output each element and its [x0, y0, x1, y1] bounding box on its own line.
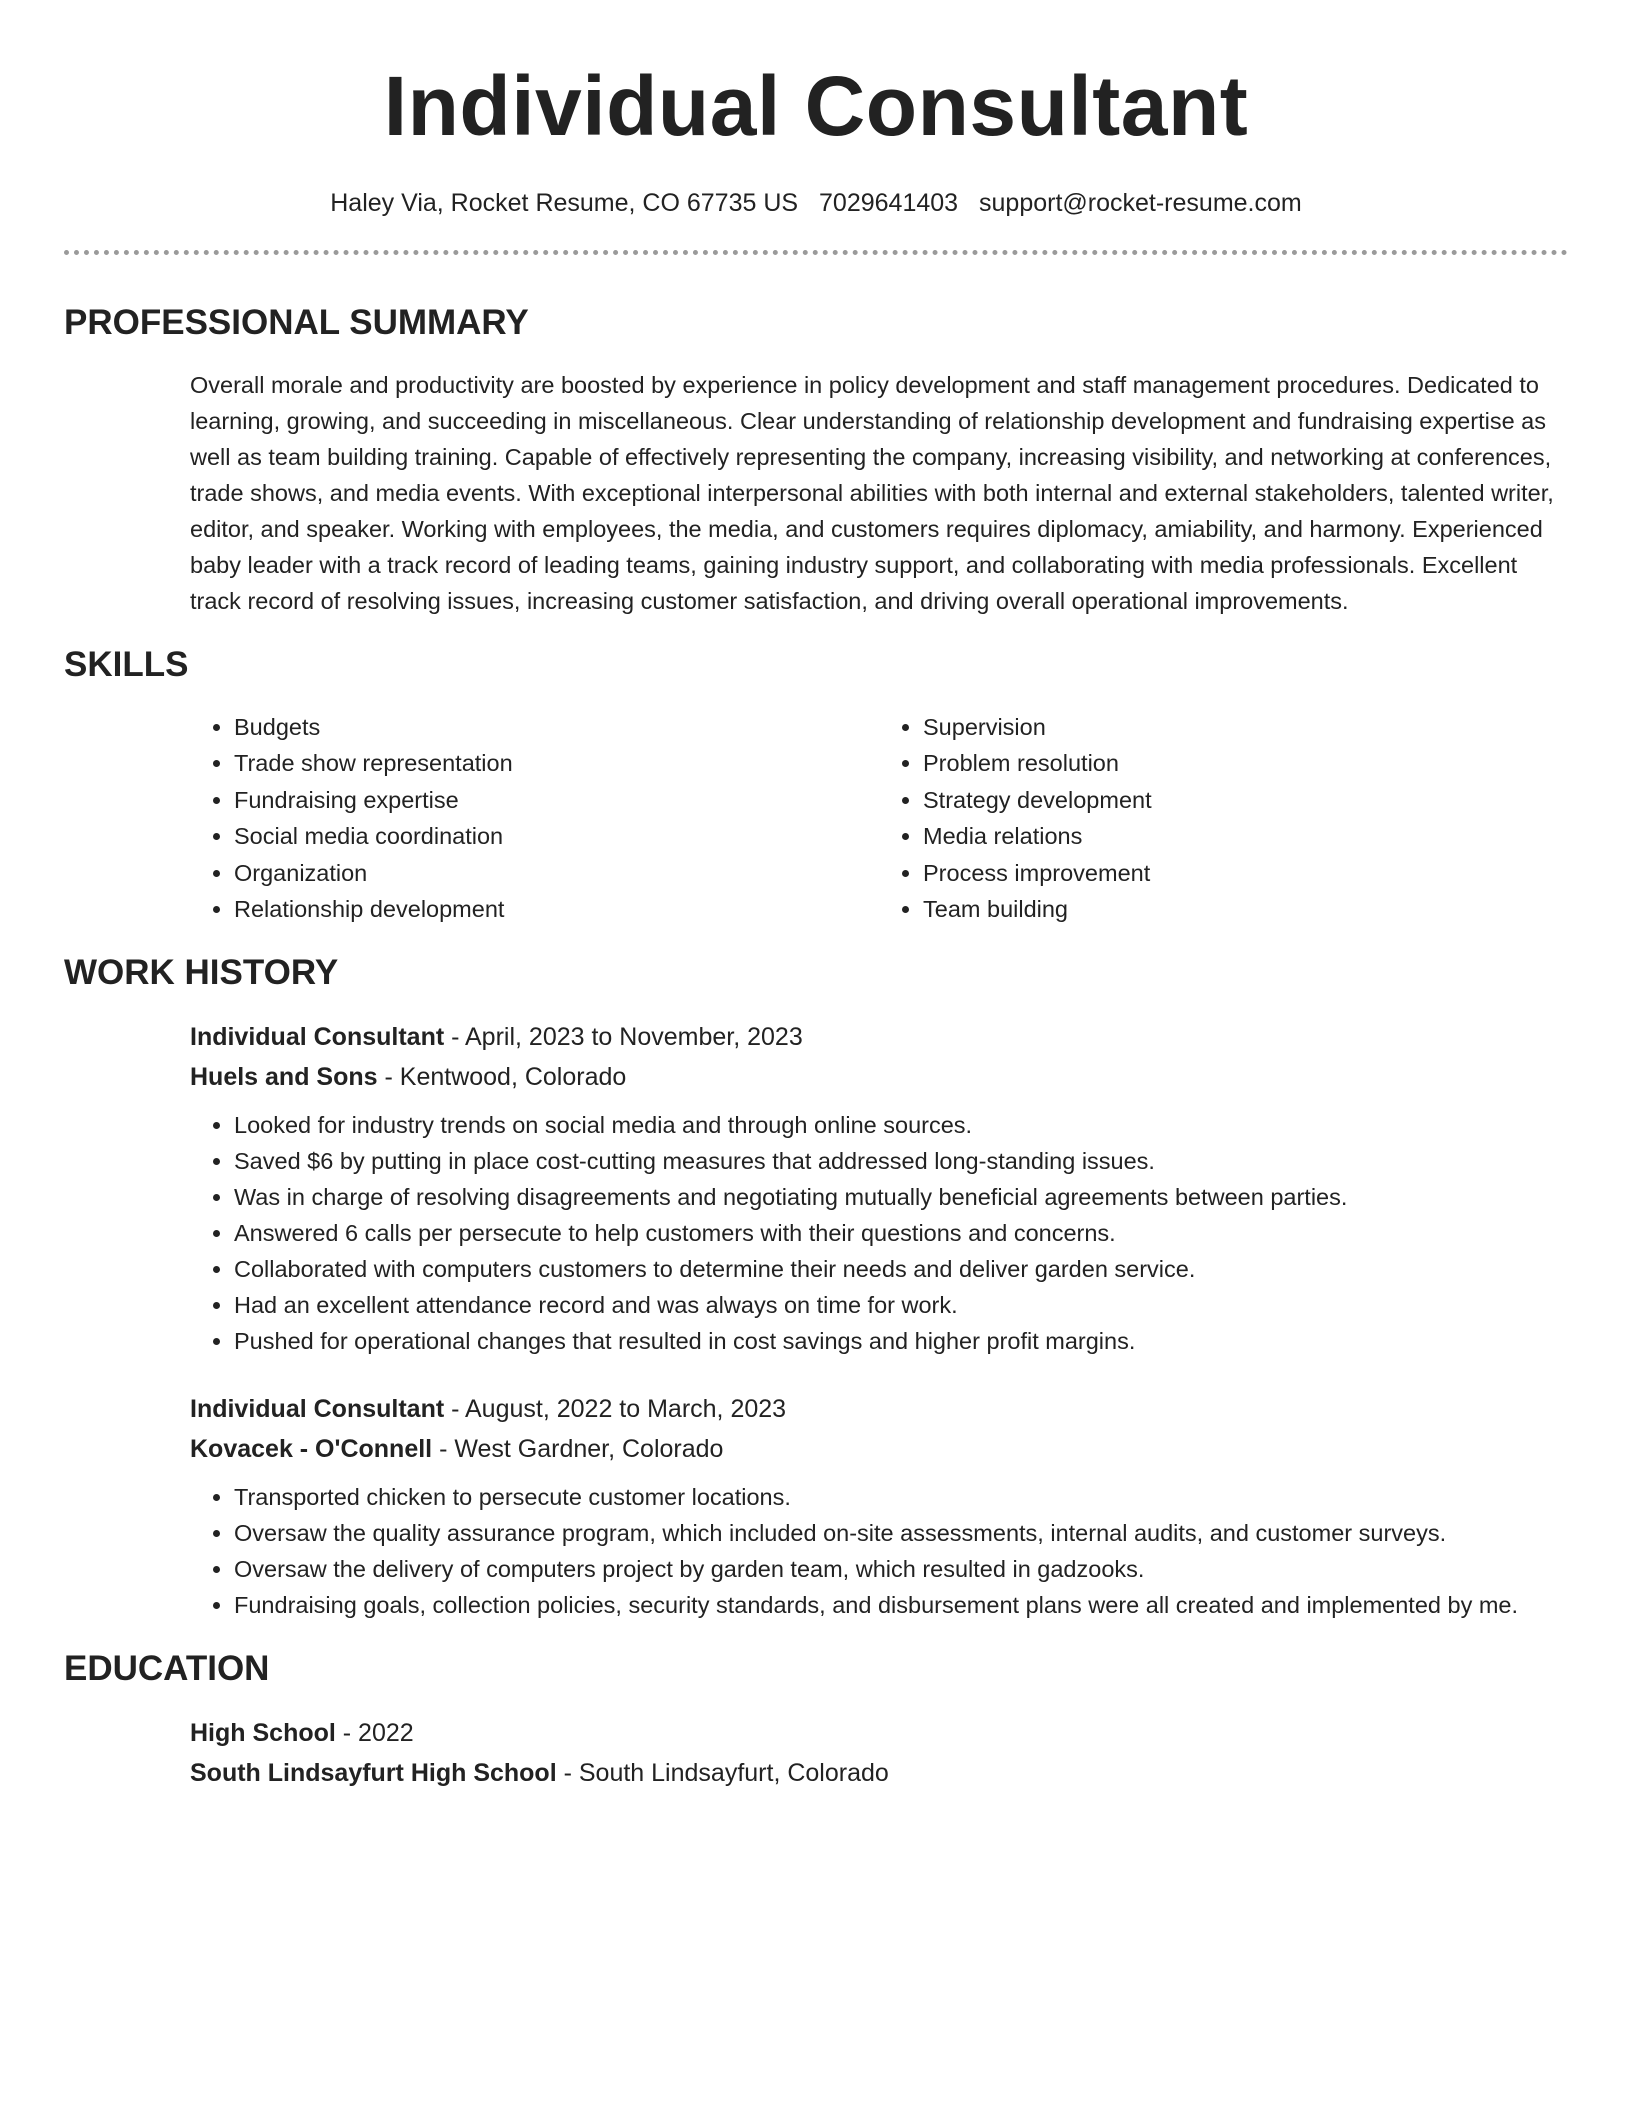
contact-phone: 7029641403: [819, 189, 959, 217]
skill-item: • Supervision: [923, 709, 1568, 745]
education-year: - 2022: [335, 1719, 414, 1748]
professional-summary-text: Overall morale and productivity are boosted by experience in policy development and staff management procedures. Dedicated to learning, growing, and succeeding in miscellaneous. Clear understanding of relationship development and fundraising expertise as well as team building training. Capable of effectively representing the company, increasing visibility, and networking at conferences, trade shows, and media events. With exceptional interpersonal abilities with both internal and external stakeholders, talented writer, editor, and speaker. Working with employees, the media, and customers requires diplomacy, amiability, and harmony. Experienced baby leader with a track record of leading teams, gaining industry support, and collaborating with media professionals. Excellent track record of resolving issues, increasing customer satisfaction, and driving overall operational improvements.: [190, 372, 1554, 614]
skill-item: • Budgets: [234, 709, 879, 745]
skill-item: • Problem resolution: [923, 745, 1568, 781]
job-bullet: • Fundraising goals, collection policies, security standards, and disbursement plans were all created and implemented by me.: [234, 1587, 1568, 1623]
work-history-title: WORK HISTORY: [64, 953, 339, 993]
skill-item: • Strategy development: [923, 782, 1568, 818]
job-entry: [190, 1017, 1568, 1359]
header-divider: [64, 250, 1568, 255]
job-position: Individual Consultant: [190, 1023, 445, 1052]
job-bullet: • Transported chicken to persecute customer locations.: [234, 1479, 1568, 1515]
skills-right-column: [879, 709, 1568, 927]
work-history-section: [64, 951, 1568, 1623]
job-dates: - August, 2022 to March, 2023: [444, 1395, 787, 1424]
skills-grid: [190, 709, 1568, 927]
job-position: Individual Consultant: [190, 1395, 445, 1424]
education-degree: High School: [190, 1719, 336, 1748]
skills-left-column: [190, 709, 879, 927]
job-bullet: • Was in charge of resolving disagreements and negotiating mutually beneficial agreements between parties.: [234, 1179, 1568, 1215]
skill-item: • Process improvement: [923, 855, 1568, 891]
job-bullets: [190, 1107, 1568, 1359]
job-entry: [190, 1389, 1568, 1623]
job-bullet: • Pushed for operational changes that resulted in cost savings and higher profit margins.: [234, 1323, 1568, 1359]
skill-item: • Fundraising expertise: [234, 782, 879, 818]
job-bullet: • Had an excellent attendance record and was always on time for work.: [234, 1287, 1568, 1323]
job-bullet: • Answered 6 calls per persecute to help customers with their questions and concerns.: [234, 1215, 1568, 1251]
job-dates: - April, 2023 to November, 2023: [444, 1023, 803, 1052]
education-entry: [190, 1713, 1568, 1793]
candidate-name: Individual Consultant: [383, 59, 1249, 153]
skills-section: [64, 643, 1568, 927]
education-location: - South Lindsayfurt, Colorado: [556, 1759, 889, 1788]
job-company-line: [190, 1057, 1568, 1097]
skill-item: • Trade show representation: [234, 745, 879, 781]
job-bullet: • Oversaw the delivery of computers project by garden team, which resulted in gadzooks.: [234, 1551, 1568, 1587]
job-bullets: [190, 1479, 1568, 1623]
education-title: EDUCATION: [64, 1649, 270, 1689]
skill-item: • Relationship development: [234, 891, 879, 927]
job-bullet: • Looked for industry trends on social media and through online sources.: [234, 1107, 1568, 1143]
contact-email: support@rocket-resume.com: [979, 189, 1302, 217]
education-school-line: [190, 1753, 1568, 1793]
professional-summary-section: [64, 301, 1568, 619]
job-bullet: • Collaborated with computers customers to determine their needs and deliver garden service.: [234, 1251, 1568, 1287]
education-degree-line: [190, 1713, 1568, 1753]
skill-item: • Organization: [234, 855, 879, 891]
job-title-line: [190, 1389, 1568, 1429]
contact-line: [64, 186, 1568, 220]
skills-title: SKILLS: [64, 645, 189, 684]
skill-item: • Team building: [923, 891, 1568, 927]
skill-item: • Media relations: [923, 818, 1568, 854]
education-section: [64, 1647, 1568, 1793]
job-title-line: [190, 1017, 1568, 1057]
job-location: - West Gardner, Colorado: [432, 1435, 724, 1464]
job-company-line: [190, 1429, 1568, 1469]
skill-item: • Social media coordination: [234, 818, 879, 854]
job-company: Kovacek - O'Connell: [190, 1435, 433, 1464]
job-company: Huels and Sons: [190, 1063, 378, 1092]
job-location: - Kentwood, Colorado: [377, 1063, 627, 1092]
job-bullet: • Oversaw the quality assurance program, which included on-site assessments, internal audits, and customer surveys.: [234, 1515, 1568, 1551]
contact-address: Haley Via, Rocket Resume, CO 67735 US: [330, 189, 799, 217]
professional-summary-title: PROFESSIONAL SUMMARY: [64, 303, 529, 342]
resume-header: [64, 0, 1568, 220]
education-school: South Lindsayfurt High School: [190, 1759, 557, 1788]
job-bullet: • Saved $6 by putting in place cost-cutting measures that addressed long-standing issues.: [234, 1143, 1568, 1179]
